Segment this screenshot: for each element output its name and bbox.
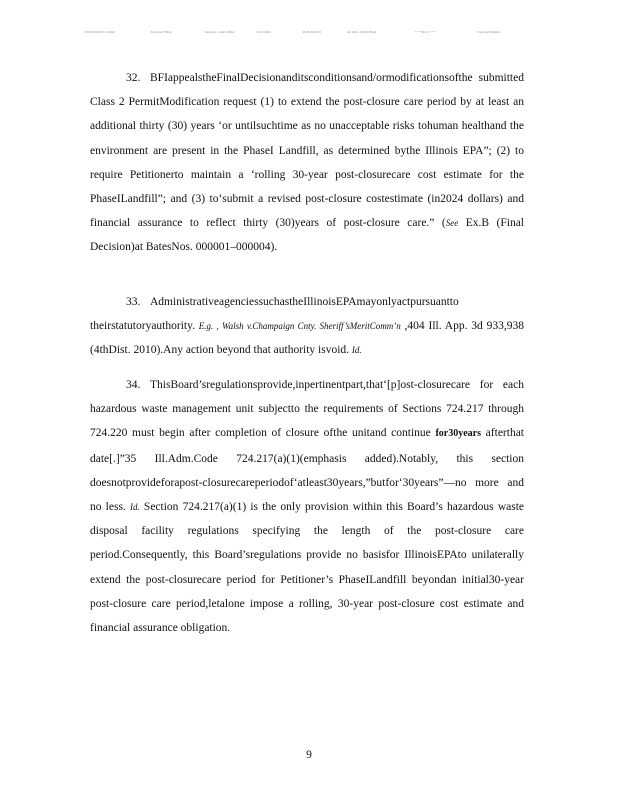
paragraph-text-middle: afterthat date[.]”35 Ill.Adm.Code 724.217(a)(1)(emphasis added).Notably, this section doesnotprovideforapost-closurecareperiodof‘atleast30years,”butfor‘30years”—no more and no less.	[90, 427, 524, 514]
header-stamp-1: PCB 2024-033 | 10/2024	[85, 30, 115, 34]
paragraph-34	[90, 373, 524, 640]
header-stamp-8: Transcript Exhibits	[477, 30, 500, 34]
paragraph-text: AdministrativeagenciessuchastheIllinoisEPAmayonlyactpursuantto theirstatutoryauthority.	[90, 296, 459, 333]
paragraph-text: ThisBoard’sregulationsprovide,inpertinentpart,that‘[p]ost-closurecare for each hazardous waste management unit subjectto the requirements of Sections 724.217 through 724.220 must begin after completion of closure ofthe unitand continue	[90, 379, 524, 440]
paragraph-text-end: Ex.B (Final Decision)at BatesNos. 000001–000004).	[90, 217, 525, 254]
paragraph-number: 33.	[126, 296, 141, 308]
header-stamp-7: * * * PC# 1 * * *	[415, 30, 436, 34]
paragraph-32	[90, 66, 524, 260]
emphasized-text: for30years	[435, 428, 481, 440]
header-stamp-3: Received, Clerk's Office	[205, 30, 235, 34]
paragraph-text: BFIappealstheFinalDecisionanditsconditionsand/ormodificationsofthe submitted Class 2 PermitModification request (1) to extend the post-closure care period by at least an additional thirty (30) years ‘or untilsuchtime as no unacceptable risks tohuman healthand the environment are present in the PhaseI Landfill, as determined bythe Illinois EPA”; (2) to require Petitionerto maintain a ‘rolling 30-year post-closurecare cost estimate for the PhaseILandfill”; and (3) to‘submit a revised post-closure costestimate (in2024 dollars) and financial assurance to reflect thirty (30)years of post-closure care.” (	[90, 72, 524, 230]
header-stamp-5: PCB 2024-033	[303, 30, 321, 34]
paragraph-text-end: Section 724.217(a)(1) is the only provision within this Board’s hazardous waste disposal facility regulations specifying the length of the post-closure care period.Consequently, this Board’sregulations provide no basisfor IllinoisEPAto unilaterally extend the post-closurecare period for Petitioner’s PhaseILandfill beyondan initial30-year post-closure care period,letalone impose a rolling, 30-year post-closure cost estimate and financial assurance obligation.	[90, 501, 525, 635]
header-stamp-4: 10/21/2024	[257, 30, 271, 34]
header-stamp-2: Electronic Filing	[151, 30, 172, 34]
filing-header-stamp	[85, 30, 535, 38]
paragraph-text-end: ,404 Ill. App. 3d 933,938 (4thDist. 2010).Any action beyond that authority isvoid.	[90, 320, 524, 357]
paragraph-33	[90, 290, 524, 363]
case-citation: E.g. , Walsh v.Champaign Cnty. Sheriff’sMeritComm’n	[198, 321, 401, 332]
page-number: 9	[306, 749, 312, 761]
citation-signal: See	[445, 218, 459, 229]
header-stamp-6: AC 2024 - Public Filing	[347, 30, 377, 34]
paragraph-number: 34.	[126, 379, 141, 391]
id-citation: Id.	[130, 502, 140, 513]
id-citation: Id.	[351, 345, 362, 356]
paragraph-number: 32.	[126, 72, 141, 84]
